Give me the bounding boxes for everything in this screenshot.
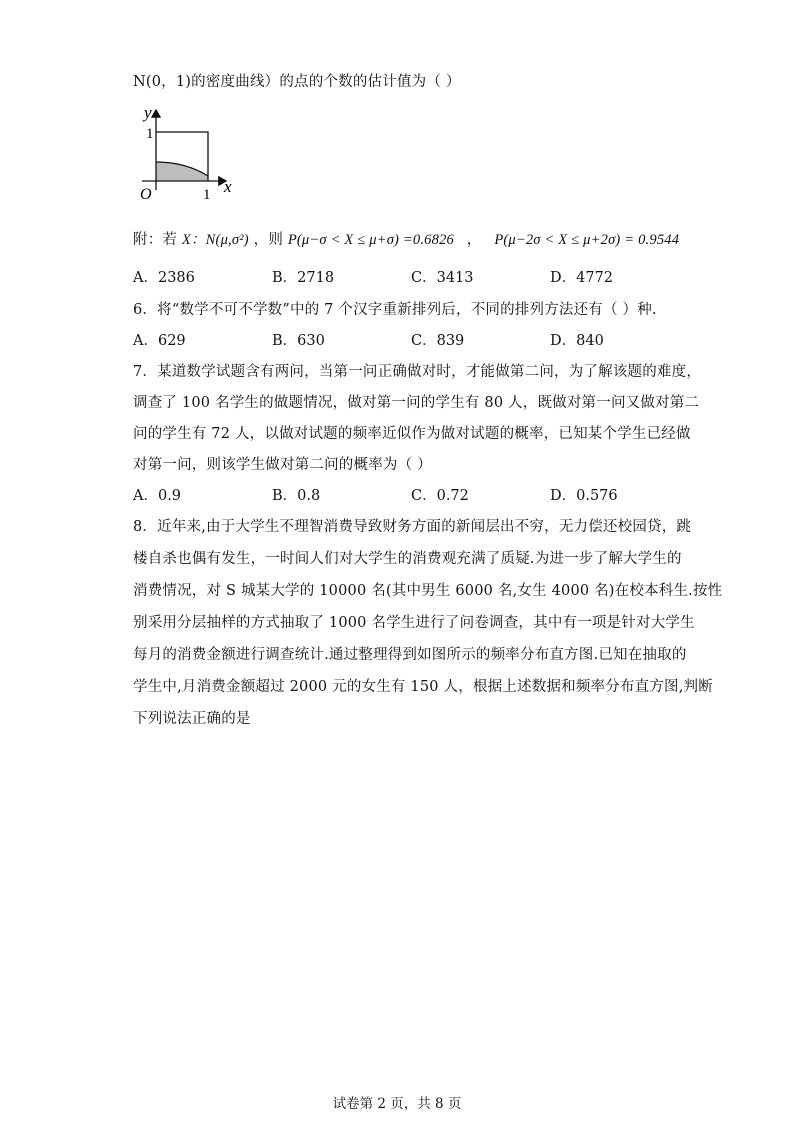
question-7-line-4: 对第一问，则该学生做对第二问的概率为（ ） [133,457,432,473]
question-8-line-2: 楼自杀也偶有发生，一时间人们对大学生的消费观充满了质疑.为进一步了解大学生的 [133,551,682,567]
option-a[interactable]: A．629 [133,333,186,349]
normal-distribution-note [133,228,679,249]
option-d[interactable]: D．840 [550,333,604,349]
question-8-line-5: 每月的消费金额进行调查统计.通过整理得到如图所示的频率分布直方图.已知在抽取的 [133,647,687,663]
question-8-line-4: 别采用分层抽样的方式抽取了 1000 名学生进行了问卷调查，其中有一项是针对大学生 [133,615,695,631]
y-axis-label: y [144,104,152,122]
option-c[interactable]: C．839 [411,333,465,349]
option-a[interactable]: A．2386 [133,270,195,286]
question-8-line-7: 下列说法正确的是 [133,711,251,727]
question-6-stem: 6．将“数学不可不学数”中的 7 个汉字重新排列后，不同的排列方法还有（ ）种. [133,302,657,318]
note-separator: ， [466,232,482,248]
option-b[interactable]: B．630 [272,333,325,349]
option-d[interactable]: D．4772 [550,270,614,286]
question-8-line-6: 学生中,月消费金额超过 2000 元的女生有 150 人，根据上述数据和频率分布直方图,判断 [133,679,713,695]
option-c[interactable]: C．0.72 [411,488,469,504]
question-7-line-3: 问的学生有 72 人，以做对试题的频率近似作为做对试题的概率，已知某个学生已经做 [133,426,691,442]
unit-square-figure [130,104,240,204]
page-footer: 试卷第 2 页，共 8 页 [332,1096,462,1112]
note-prefix: 附：若 [133,232,178,248]
question-6-options [133,329,693,349]
option-d[interactable]: D．0.576 [550,488,618,504]
origin-label: O [140,186,152,203]
note-probability-2: P(μ−2σ < X ≤ μ+2σ) = 0.9544 [494,232,680,248]
x-axis-label: x [224,177,232,196]
question-7-line-1: 7．某道数学试题含有两问，当第一问正确做对时，才能做第二问，为了解该题的难度， [133,364,702,380]
option-b[interactable]: B．2718 [272,270,335,286]
x-tick-label: 1 [203,187,211,203]
question-7-line-2: 调查了 100 名学生的做题情况，做对第一问的学生有 80 人，既做对第一问又做对第二 [133,395,700,411]
question-5-options [133,266,693,286]
option-a[interactable]: A．0.9 [133,488,182,504]
note-mid: ，则 [253,232,284,248]
question-8-line-3: 消费情况，对 S 城某大学的 10000 名(其中男生 6000 名,女生 4000 名)在校本科生.按性 [133,583,723,599]
option-c[interactable]: C．3413 [411,270,474,286]
option-b[interactable]: B．0.8 [272,488,321,504]
note-probability-1: P(μ−σ < X ≤ μ+σ) =0.6826 [287,232,454,248]
question-8-line-1: 8．近年来,由于大学生不理智消费导致财务方面的新闻层出不穷，无力偿还校园贷，跳 [133,519,692,535]
question-7-options [133,484,693,504]
question-5-stem-tail: N(0，1)的密度曲线）的点的个数的估计值为（ ） [133,74,461,90]
y-tick-label: 1 [146,126,154,142]
note-distribution: X：N(μ,σ²) [181,232,249,248]
